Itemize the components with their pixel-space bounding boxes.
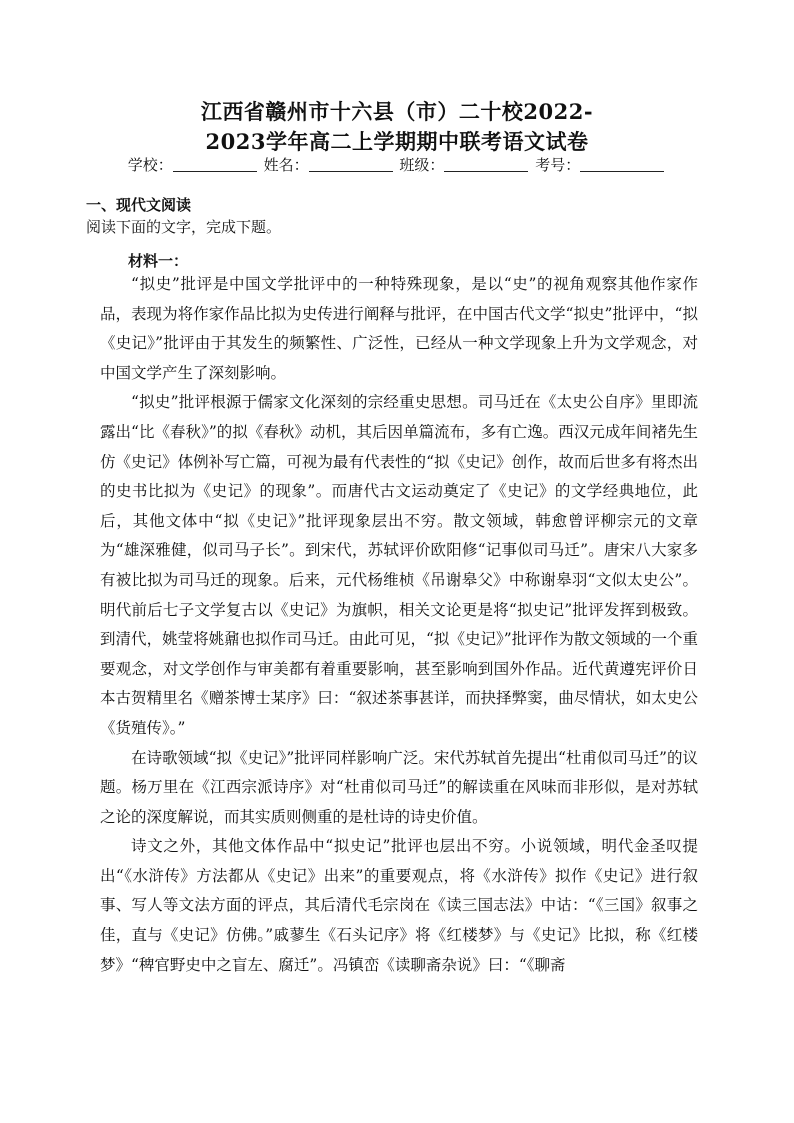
paragraph: “拟史”批评根源于儒家文化深刻的宗经重史思想。司马迁在《太史公自序》里即流露出“比《春秋》”的拟《春秋》动机，其后因单篇流布，多有亡逸。西汉元成年间褚先生仿《史记》体例补写亡篇，可视为最有代表性的“拟《史记》创作，故而后世多有将杰出的史书比拟为《史记》的现象”。而唐代古文运动奠定了《史记》的文学经典地位，此后，其他文体中“拟《史记》”批评现象层出不穷。散文领域，韩愈曾评柳宗元的文章为“雄深雅健，似司马子长”。到宋代，苏轼评价欧阳修“记事似司马迁”。唐宋八大家多有被比拟为司马迁的现象。后来，元代杨维桢《吊谢皋父》中称谢皋羽“文似太史公”。明代前后七子文学复古以《史记》为旗帜，相关文论更是将“拟史记”批评发挥到极致。到清代，姚莹将姚鼐也拟作司马迁。由此可见，“拟《史记》”批评作为散文领域的一个重要观念，对文学创作与审美都有着重要影响，甚至影响到国外作品。近代黄遵宪评价日本古贺精里名《赠茶博士某序》曰：“叙述茶事甚详，而抉择弊窦，曲尽情状，如太史公《货殖传》。” [100,393,698,737]
paragraph: 诗文之外，其他文体作品中“拟史记”批评也层出不穷。小说领域，明代金圣叹提出“《水浒传》方法都从《史记》出来”的重要观点，将《水浒传》拟作《史记》进行叙事、写人等文法方面的评点，其后清代毛宗岗在《读三国志法》中诂：“《三国》叙事之佳，直与《史记》仿佛。”戚蓼生《石头记序》将《红楼梦》与《史记》比拟，称《红楼梦》“稗官野史中之盲左、腐迁”。冯镇峦《读聊斋杂说》曰：“《聊斋 [100,837,698,974]
section-heading: 一、现代文阅读 [86,196,192,214]
material-label: 材料一： [128,252,189,270]
exam-title-line-1: 江西省赣州市十六县（市）二十校2022- [200,99,594,124]
school-blank[interactable] [173,157,257,172]
name-label: 姓名： [263,156,309,174]
class-blank[interactable] [444,157,528,172]
paragraph: 在诗歌领域“拟《史记》”批评同样影响广泛。宋代苏轼首先提出“杜甫似司马迁”的议题。杨万里在《江西宗派诗序》对“杜甫似司马迁”的解读重在风味而非形似，是对苏轼之论的深度解说，而其实质则侧重的是杜诗的诗史价值。 [100,748,698,826]
exam-number-label: 考号： [535,156,581,174]
student-info-row [60,154,734,175]
paragraph: “拟史”批评是中国文学批评中的一种特殊现象，是以“史”的视角观察其他作家作品，表现为将作家作品比拟为史传进行阐释与批评，在中国古代文学“拟史”批评中，“拟《史记》”批评由于其发生的频繁性、广泛性，已经从一种文学现象上升为文学观念，对中国文学产生了深刻影响。 [100,275,698,382]
exam-number-blank[interactable] [580,157,664,172]
school-label: 学校： [127,156,173,174]
class-label: 班级： [399,156,445,174]
exam-title-line-2: 2023学年高二上学期期中联考语文试卷 [205,129,589,154]
name-blank[interactable] [309,157,393,172]
passage-body [100,270,698,980]
section-instruction: 阅读下面的文字，完成下题。 [86,218,282,236]
